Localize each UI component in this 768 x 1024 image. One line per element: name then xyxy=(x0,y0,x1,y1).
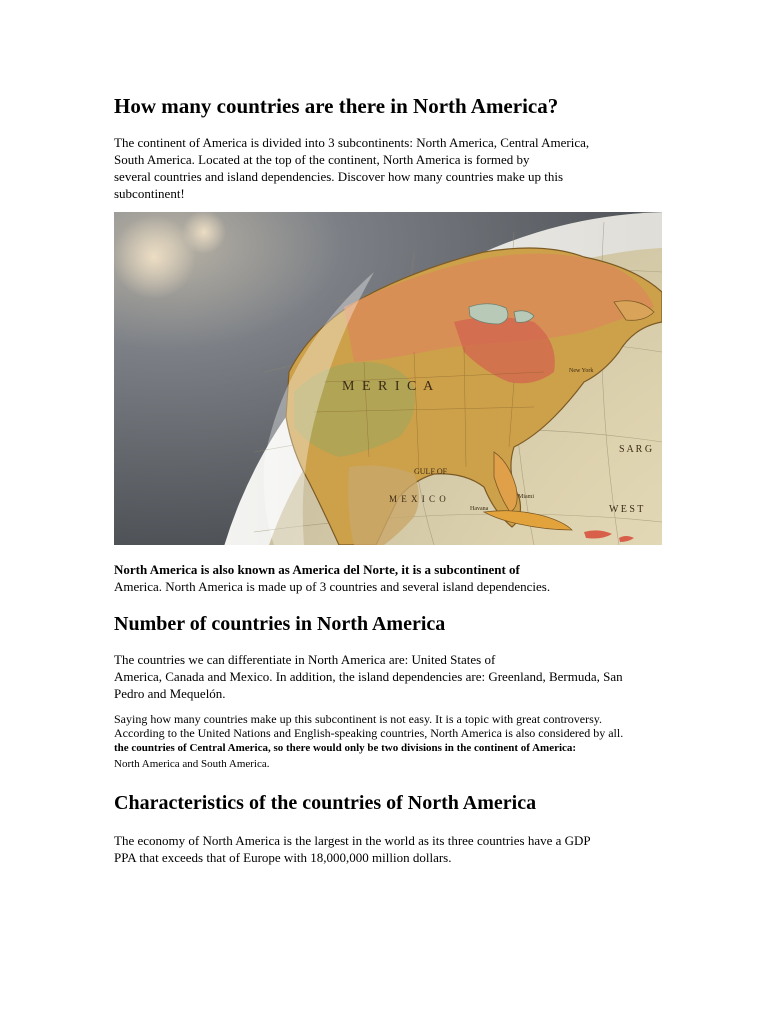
paragraph-line: Saying how many countries make up this subcontinent is not easy. It is a topic with great controversy. xyxy=(114,712,603,726)
map-label-sargasso: S A R G xyxy=(619,444,653,455)
paragraph-line: PPA that exceeds that of Europe with 18,000,000 million dollars. xyxy=(114,850,452,865)
paragraph-line: America, Canada and Mexico. In addition, the island dependencies are: Greenland, Bermuda, San xyxy=(114,669,623,684)
section2-paragraph xyxy=(114,832,662,866)
intro-paragraph xyxy=(114,134,662,202)
intro-line: subcontinent! xyxy=(114,186,185,201)
section1-paragraph-1 xyxy=(114,651,662,702)
intro-line: South America. Located at the top of the continent, North America is formed by xyxy=(114,152,530,167)
map-label-miami: Miami xyxy=(518,494,534,500)
map-label-mexico: M E X I C O xyxy=(389,494,447,504)
paragraph-line: The economy of North America is the largest in the world as its three countries have a GDP xyxy=(114,833,591,848)
paragraph-line: According to the United Nations and English-speaking countries, North America is also considered by all. xyxy=(114,726,624,740)
intro-line: several countries and island dependencies. Discover how many countries make up this xyxy=(114,169,564,184)
map-label-havana: Havana xyxy=(470,506,489,512)
paragraph-line: The countries we can differentiate in North America are: United States of xyxy=(114,652,496,667)
paragraph-line: the countries of Central America, so there would only be two divisions in the continent of America: xyxy=(114,742,577,754)
paragraph-line: North America and South America. xyxy=(114,758,270,770)
article xyxy=(114,92,662,866)
page-title: How many countries are there in North America? xyxy=(114,94,559,118)
paragraph-line: Pedro and Mequelón. xyxy=(114,686,226,701)
bokeh-light xyxy=(182,212,226,254)
section1-paragraph-2 xyxy=(114,712,662,772)
intro-line: The continent of America is divided into 3 subcontinents: North America, Central America, xyxy=(114,135,590,150)
map-label-gulf: GULF OF xyxy=(414,467,448,476)
map-label-west: W E S T xyxy=(609,504,644,515)
globe-illustration xyxy=(114,212,662,545)
image-caption xyxy=(114,561,662,595)
map-label-newyork: New York xyxy=(569,368,594,374)
map-label-america: M E R I C A xyxy=(342,379,436,394)
globe-photo xyxy=(114,212,662,545)
caption-line: North America is also known as America del Norte, it is a subcontinent of xyxy=(114,562,520,577)
caption-line: America. North America is made up of 3 countries and several island dependencies. xyxy=(114,579,551,594)
section-heading-number-of-countries: Number of countries in North America xyxy=(114,613,446,635)
section-heading-characteristics: Characteristics of the countries of North America xyxy=(114,792,537,814)
